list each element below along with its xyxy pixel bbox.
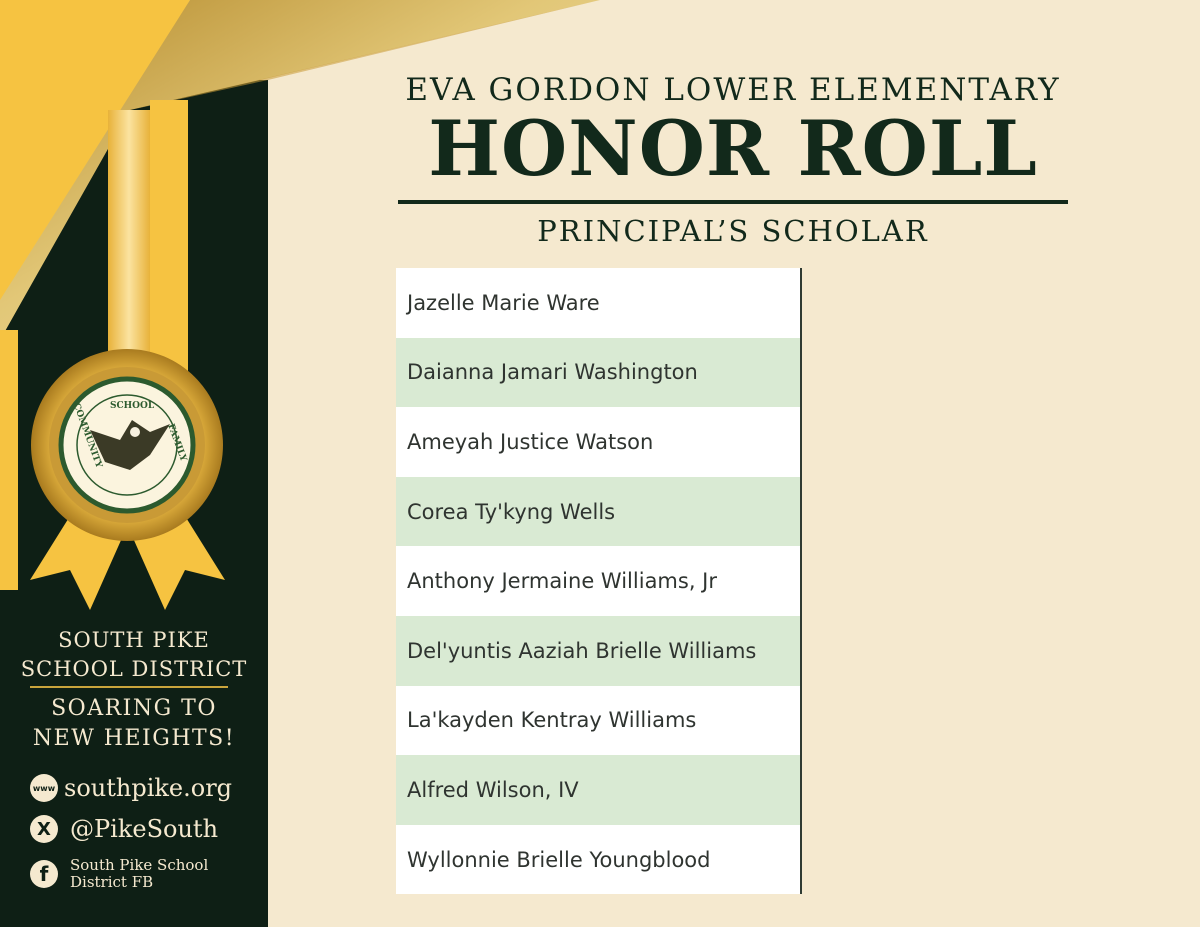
facebook-link[interactable] [30, 857, 210, 891]
district-motto [0, 694, 268, 754]
gold-divider [30, 686, 228, 688]
website-link[interactable] [30, 774, 232, 802]
school-name: EVA GORDON LOWER ELEMENTARY [405, 72, 1061, 108]
sidebar [0, 0, 268, 927]
website-text: southpike.org [64, 774, 233, 802]
list-item: La'kayden Kentray Williams [396, 686, 800, 756]
list-item: Alfred Wilson, IV [396, 755, 800, 825]
title-divider [398, 200, 1068, 204]
seal-word-family: FAMILY [165, 422, 188, 463]
list-item: Jazelle Marie Ware [396, 268, 800, 338]
list-item: Anthony Jermaine Williams, Jr [396, 546, 800, 616]
seal-word-community: COMMUNITY [70, 401, 104, 470]
page-title: HONOR ROLL [428, 104, 1038, 193]
list-item: Corea Ty'kyng Wells [396, 477, 800, 547]
x-handle-link[interactable] [30, 815, 218, 843]
list-item: Daianna Jamari Washington [396, 338, 800, 408]
list-item: Del'yuntis Aaziah Brielle Williams [396, 616, 800, 686]
district-line-1: SOUTH PIKE [58, 628, 210, 652]
list-item: Wyllonnie Brielle Youngblood [396, 825, 800, 895]
globe-icon: www [30, 774, 58, 802]
district-line-2: SCHOOL DISTRICT [20, 657, 248, 681]
facebook-icon: f [30, 860, 58, 888]
x-handle-text: @PikeSouth [70, 815, 219, 843]
list-item: Ameyah Justice Watson [396, 407, 800, 477]
motto-line-2: NEW HEIGHTS! [32, 726, 236, 751]
district-name [0, 626, 268, 684]
seal-word-school: SCHOOL [110, 401, 155, 411]
x-logo-icon: X [30, 815, 58, 843]
motto-line-1: SOARING TO [51, 696, 217, 721]
award-category: PRINCIPAL’S SCHOLAR [537, 214, 929, 248]
scholar-list [396, 268, 802, 894]
facebook-text: South Pike School District FB [70, 856, 209, 891]
